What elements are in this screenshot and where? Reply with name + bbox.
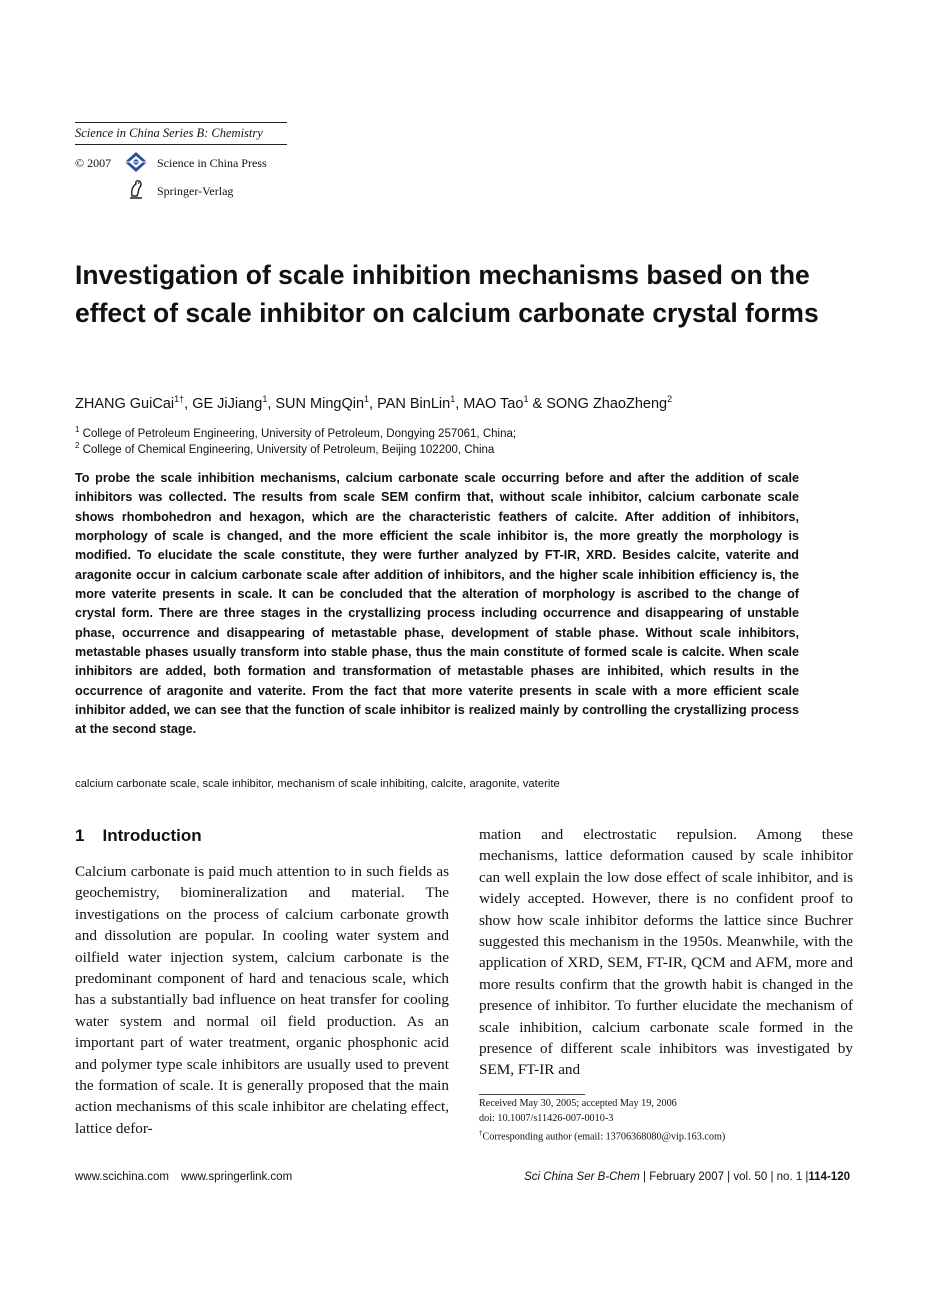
journal-header <box>75 122 287 145</box>
author-affiliation-marker: 1† <box>174 394 185 404</box>
affiliation-marker: 1 <box>75 425 80 434</box>
footer-link-springerlink[interactable]: www.springerlink.com <box>180 1171 293 1183</box>
separator: | <box>723 1171 734 1183</box>
author-list <box>75 394 855 412</box>
affiliation-text: College of Petroleum Engineering, University of Petroleum, Dongying 257061, China; <box>79 427 517 440</box>
section-number: 1 <box>75 826 85 845</box>
journal-name: Science in China Series B: Chemistry <box>75 122 287 145</box>
received-date: Received May 30, 2005; accepted May 19, 2006 <box>479 1098 677 1109</box>
issue-date: February 2007 <box>649 1171 724 1183</box>
keywords: calcium carbonate scale, scale inhibitor, mechanism of scale inhibiting, calcite, aragonite, vaterite <box>75 778 560 790</box>
footnote-divider <box>479 1094 585 1095</box>
affiliation-text: College of Chemical Engineering, University of Petroleum, Beijing 102200, China <box>79 443 495 456</box>
footer-citation <box>524 1171 850 1183</box>
affiliation-marker: 2 <box>75 441 80 450</box>
author-name: GE JiJiang <box>192 395 263 412</box>
paper-title: Investigation of scale inhibition mechanisms based on the effect of scale inhibitor on calcium carbonate crystal forms <box>75 260 819 328</box>
section-title: Introduction <box>102 826 202 845</box>
publisher-springer-verlag: Springer-Verlag <box>157 184 234 198</box>
author-separator: , <box>455 395 464 412</box>
journal-abbreviation: Sci China Ser B-Chem <box>524 1171 640 1183</box>
separator: | <box>767 1171 777 1183</box>
author-affiliation-marker: 1 <box>523 394 529 404</box>
author-separator: , <box>184 395 193 412</box>
author-name: SUN MingQin <box>275 395 365 412</box>
author-affiliation-marker: 1 <box>450 394 456 404</box>
publisher-science-china-press: Science in China Press <box>157 156 267 170</box>
author-affiliation-marker: 1 <box>364 394 370 404</box>
issue-number: no. 1 <box>776 1171 803 1183</box>
footnotes <box>479 1097 855 1145</box>
author-separator: , <box>267 395 276 412</box>
body-text-left-column: Calcium carbonate is paid much attention to in such fields as geochemistry, biomineralization and material. The investigations on the process of calcium carbonate growth and dissolution are popular. In cooling water system and oilfield water injection system, calcium carbonate is the predominant component of hard and tenacious scale, which has a substantially bad influence on heat transfer for cooling water system and normal oil field production. As an important part of water treatment, organic phosphonic acid and polymer type scale inhibitors are usually used to prevent the formation of scale. It is generally proposed that the main action mechanisms of this scale inhibitor are chelating effect, lattice defor- <box>75 863 449 1137</box>
corresponding-author-text: Corresponding author (email: 13706368080@vip.163.com) <box>482 1131 726 1143</box>
footer-websites <box>75 1171 292 1183</box>
abstract: To probe the scale inhibition mechanisms, calcium carbonate scale occurring before and after the addition of scale inhibitors was collected. The results from scale SEM confirm that, without scale inhibitor, calcium carbonate scale shows rhombohedron and hexagon, which are the characteristic feathers of calcite. After addition of inhibitors, morphology of scale is changed, and the more efficient the scale inhibitor is, the more greatly the morphology is modified. To elucidate the scale constitute, they were further analyzed by FT-IR, XRD. Besides calcite, vaterite and aragonite occur in calcium carbonate scale after addition of inhibitors, and the higher scale inhibition efficiency is, the more vaterite presents in scale. It can be concluded that the alteration of morphology is ascribed to the change of crystal form. There are three stages in the crystallizing process including occurrence and disappearing of unstable phase, occurrence and disappearing of metastable phase, development of stable phase. Without scale inhibitors, metastable phases usually transform into stable phase, thus the main constitute of formed scale is calcite. When scale inhibitors are added, both formation and transformation of metastable phases are inhibited, which results in the occurrence of aragonite and vaterite. From the fact that more vaterite presents in scale with a more efficient scale inhibitor added, we can see that the function of scale inhibitor is realized mainly by controlling the crystallizing process at the second stage. <box>75 471 799 737</box>
affiliation-2 <box>75 441 855 456</box>
author-affiliation-marker: 1 <box>262 394 268 404</box>
footer-link-scichina[interactable]: www.scichina.com <box>75 1171 169 1183</box>
copyright: © 2007 <box>75 156 112 170</box>
author-name: SONG ZhaoZheng <box>546 395 668 412</box>
author-affiliation-marker: 2 <box>667 394 673 404</box>
springer-horse-logo-icon <box>126 178 146 200</box>
science-china-press-logo-icon <box>124 151 148 173</box>
page-range: 114-120 <box>808 1171 850 1183</box>
volume: vol. 50 <box>733 1171 768 1183</box>
separator: | <box>639 1171 650 1183</box>
author-separator: & <box>528 395 547 412</box>
doi: doi: 10.1007/s11426-007-0010-3 <box>479 1112 614 1124</box>
author-name: ZHANG GuiCai <box>75 395 175 412</box>
author-name: MAO Tao <box>463 395 524 412</box>
affiliation-1 <box>75 425 855 440</box>
author-name: PAN BinLin <box>377 395 451 412</box>
section-heading-introduction <box>75 826 202 846</box>
corresponding-marker: † <box>479 1129 483 1137</box>
separator: | <box>802 1171 809 1183</box>
corresponding-author <box>479 1126 855 1145</box>
author-separator: , <box>369 395 378 412</box>
body-text-right-column: mation and electrostatic repulsion. Among these mechanisms, lattice deformation caused by scale inhibitor can well explain the low dose effect of scale inhibitor, and is widely accepted. However, there is no confident proof to show how scale inhibitor deforms the lattice since Buchrer suggested this mechanism in the 1950s. Meanwhile, with the application of XRD, SEM, FT-IR, QCM and AFM, more and more results confirm that the growth habit is changed in the presence of inhibitor. To further elucidate the mechanism of scale inhibition, calcium carbonate scale formed in the presence of different scale inhibitors was investigated by SEM, FT-IR and <box>479 826 853 1079</box>
